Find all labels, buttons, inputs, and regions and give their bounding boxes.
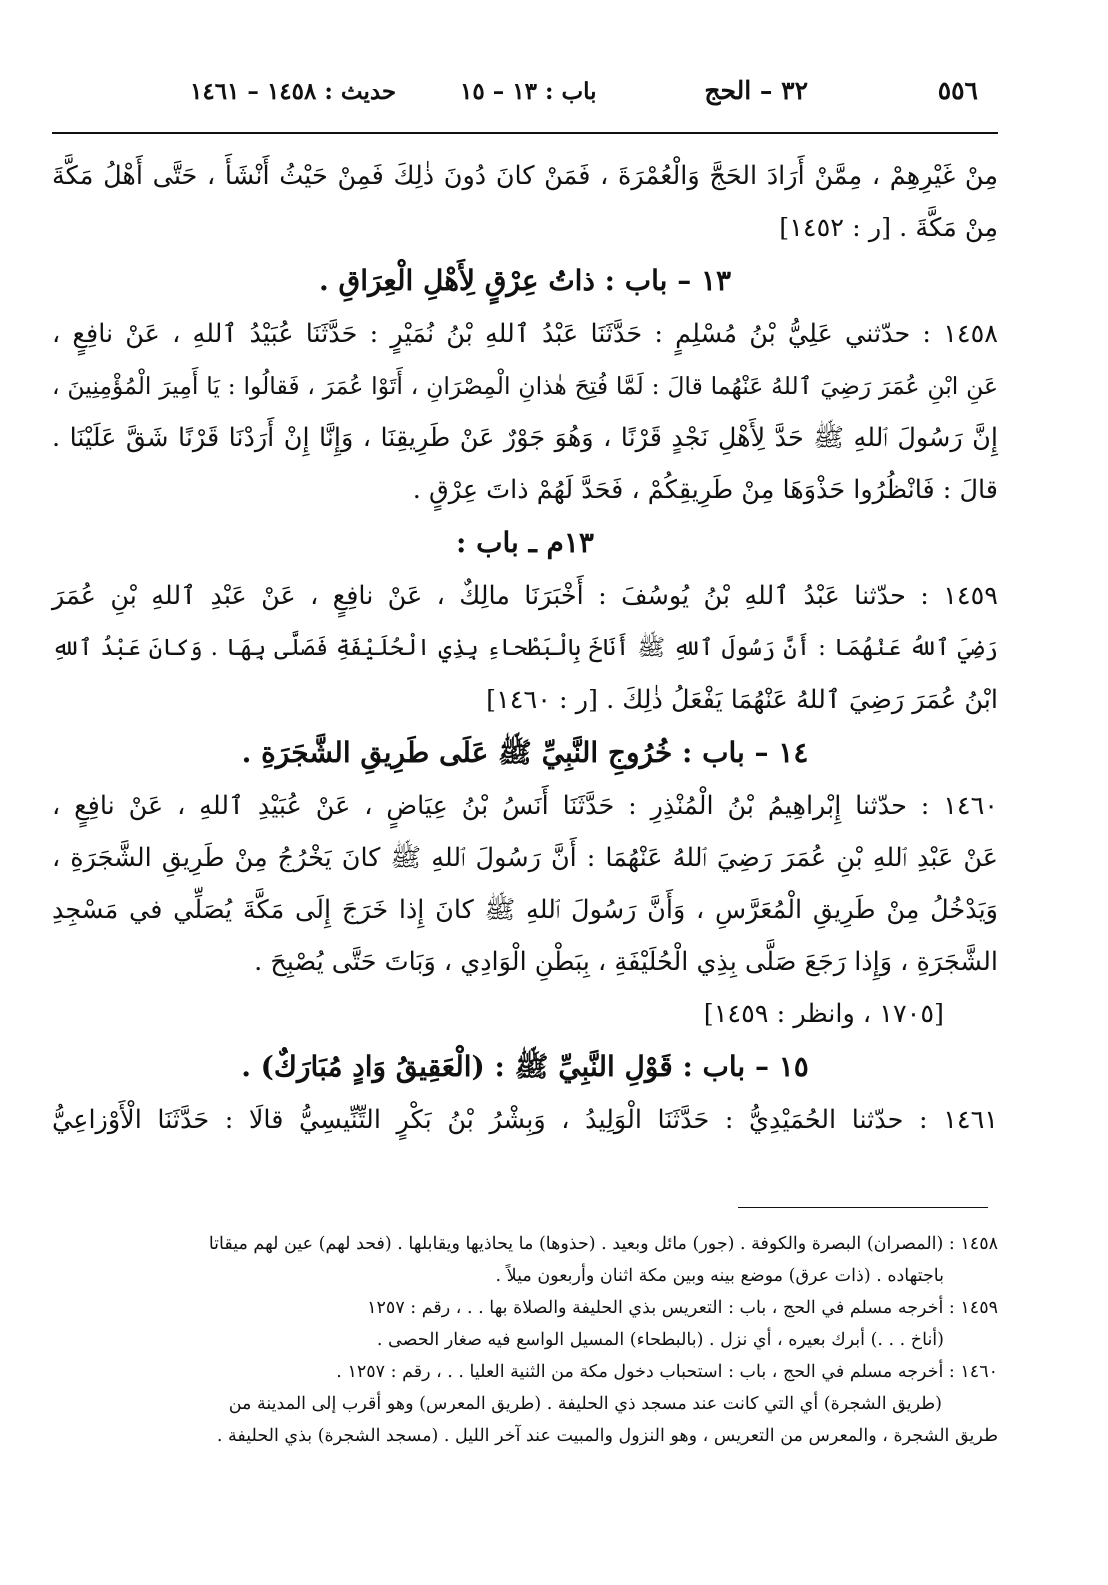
text-line: وَيَدْخُلُ مِنْ طَرِيقِ الْمُعَرَّسِ ، وَأَنَّ رَسُولَ ٱللهِ ﷺ كانَ إِذا خَرَجَ إِلَى مَكَّةَ يُصَلِّي في مَسْجِدِ [52,895,998,925]
header-divider [52,132,998,134]
text-line: الشَّجَرَةِ ، وَإِذا رَجَعَ صَلَّى بِذِي الْحُلَيْفَةِ ، بِبَطْنِ الْوَادِي ، وَبَاتَ حَتَّى يُصْبِحَ . [254,947,998,977]
text-line: عَنْ عَبْدِ ٱللهِ بْنِ عُمَرَ رَضِيَ ٱللهُ عَنْهُمَا : أَنَّ رَسُولَ ٱللهِ ﷺ كانَ يَخْرُجُ مِنْ طَرِيقِ الشَّجَرَةِ ، [52,843,998,873]
footnote-line: طريق الشجرة ، والمعرس من التعريس ، وهو النزول والمبيت عند آخر الليل . (مسجد الشجرة) بذي الحليفة . [216,1426,998,1446]
text-line: مِنْ غَيْرِهِمْ ، مِمَّنْ أَرَادَ الحَجَّ وَالْعُمْرَةَ ، فَمَنْ كانَ دُونَ ذٰلِكَ فَمِنْ حَيْثُ أَنْشَأَ ، حَتَّى أَهْلُ مَكَّةَ [52,161,998,191]
footnote-line: (طريق الشجرة) أي التي كانت عند مسجد ذي الحليفة . (طريق المعرس) وهو أقرب إلى المدينة من [228,1394,942,1414]
chapter-heading: ١٥ – باب : قَوْلِ النَّبِيِّ ﷺ : (الْعَقِيقُ وَادٍ مُبَارَكٌ) . [241,1050,809,1083]
footnote-divider [738,1207,988,1208]
text-line: ابْنُ عُمَرَ رَضِيَ ٱللهُ عَنْهُمَا يَفْعَلُ ذٰلِكَ . [ر : ١٤٦٠] [486,685,998,715]
footnote-line: ١٤٦٠ : أخرجه مسلم في الحج ، باب : استحباب دخول مكة من الثنية العليا . . ، رقم : ١٢٥٧ . [336,1362,998,1382]
footnote-line: (أناخ . . .) أبرك بعيره ، أي نزل . (بالبطحاء) المسيل الواسع فيه صغار الحصى . [376,1330,944,1350]
chapter-heading: ١٣ – باب : ذاتُ عِرْقٍ لِأَهْلِ الْعِرَاقِ . [318,264,732,297]
running-header [60,70,998,114]
text-line: رَضِيَ ٱللهُ عَنْهُمَا : أَنَّ رَسُولَ ٱللهِ ﷺ أَنَاخَ بِالْبَطْحاءِ بِذِي الْحُلَيْفَةِ فَصَلَّى بِهَا . وَكانَ عَبْدُ ٱللهِ [52,635,998,661]
footnote-line: باجتهاده . (ذات عرق) موضع بينه وبين مكة اثنان وأربعون ميلاً . [495,1266,944,1286]
cross-reference: [١٧٠٥ ، وانظر : ١٤٥٩] [703,999,944,1029]
text-line: إِنَّ رَسُولَ ٱللهِ ﷺ حَدَّ لِأَهْلِ نَجْدٍ قَرْنًا ، وَهُوَ جَوْرٌ عَنْ طَرِيقِنَا ، وَإِنَّا إِنْ أَرَدْنَا قَرْنًا شَقَّ عَلَيْنَا . [52,423,998,453]
text-line: مِنْ مَكَّةَ . [ر : ١٤٥٢] [779,213,998,243]
text-line: ١٤٥٩ : حدّثنا عَبْدُ ٱللهِ بْنُ يُوسُفَ : أَخْبَرَنَا مالِكٌ ، عَنْ نافِعٍ ، عَنْ عَبْدِ ٱللهِ بْنِ عُمَرَ [52,581,998,611]
text-line: ١٤٥٨ : حدّثني عَلِيُّ بْنُ مُسْلِمٍ : حَدَّثَنَا عَبْدُ ٱللهِ بْنُ نُمَيْرٍ : حَدَّثَنَا عُبَيْدُ ٱللهِ ، عَنْ نافِعٍ ، [52,319,998,349]
footnote-line: ١٤٥٩ : أخرجه مسلم في الحج ، باب : التعريس بذي الحليفة والصلاة بها . . ، رقم : ١٢٥٧ [367,1298,998,1318]
chapter-heading: ١٣م ـ باب : [456,526,594,559]
chapter-range: باب : ١٣ – ١٥ [460,78,597,105]
text-line: ١٤٦١ : حدّثنا الحُمَيْدِيُّ : حَدَّثَنَا الْوَلِيدُ ، وَبِشْرُ بْنُ بَكْرٍ التِّنِّيسِيُّ قالَا : حَدَّثَنَا الْأَوْزاعِيُّ [52,1105,998,1135]
page-number: ٥٥٦ [937,76,978,105]
main-text [52,150,998,1146]
footnotes [60,1228,998,1452]
book-title: ٣٢ – الحج [704,76,808,105]
text-line: عَنِ ابْنِ عُمَرَ رَضِيَ ٱللهُ عَنْهُما قالَ : لَمَّا فُتِحَ هٰذانِ الْمِصْرَانِ ، أَتَوْا عُمَرَ ، فَقالُوا : يَا أَمِيرَ الْمُؤْمِنِينَ ، [52,372,998,400]
text-line: قالَ : فَانْظُرُوا حَذْوَهَا مِنْ طَرِيقِكُمْ ، فَحَدَّ لَهُمْ ذاتَ عِرْقٍ . [412,475,998,505]
footnote-line: ١٤٥٨ : (المصران) البصرة والكوفة . (جور) مائل وبعيد . (حذوها) ما يحاذيها ويقابلها . (فحد لهم) عين لهم ميقاتا [208,1234,998,1254]
text-line: ١٤٦٠ : حدّثنا إِبْراهِيمُ بْنُ الْمُنْذِرِ : حَدَّثَنَا أَنَسُ بْنُ عِيَاضٍ ، عَنْ عُبَيْدِ ٱللهِ ، عَنْ نافِعٍ ، [52,791,998,821]
hadith-range: حديث : ١٤٥٨ – ١٤٦١ [190,78,397,105]
chapter-heading: ١٤ – باب : خُرُوجِ النَّبِيِّ ﷺ عَلَى طَرِيقِ الشَّجَرَةِ . [241,736,809,769]
